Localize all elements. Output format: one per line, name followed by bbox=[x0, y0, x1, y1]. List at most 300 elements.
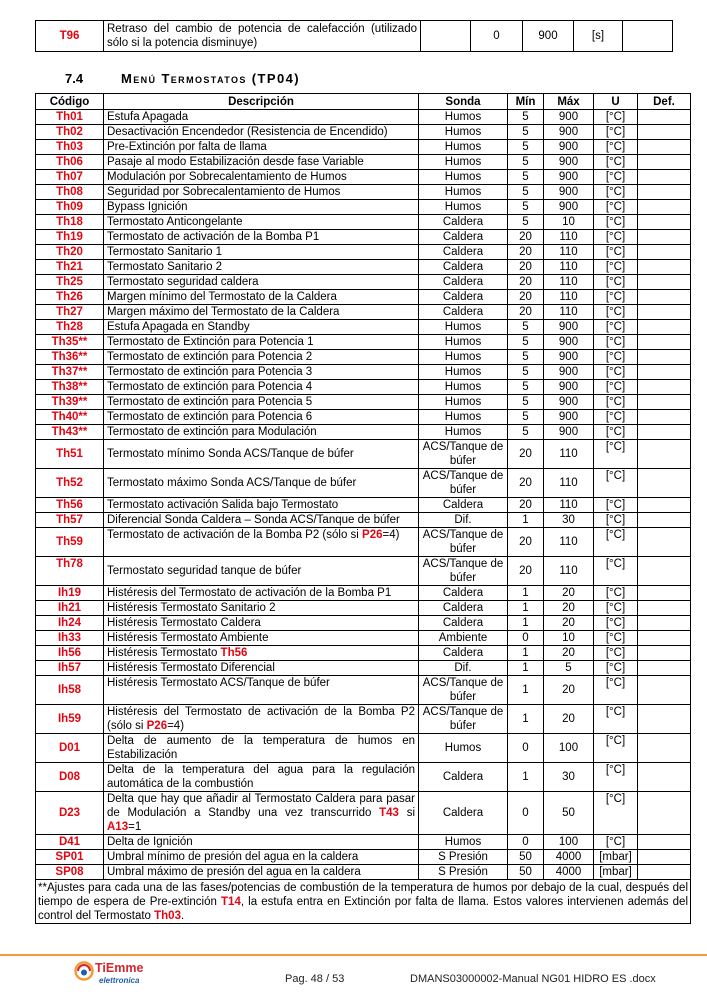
row-sonda: Caldera bbox=[419, 616, 508, 631]
row-default bbox=[638, 275, 691, 290]
row-min: 5 bbox=[508, 140, 544, 155]
row-code: Th03 bbox=[36, 140, 104, 155]
row-description: Termostato de Extinción para Potencia 1 bbox=[104, 335, 419, 350]
row-min: 20 bbox=[508, 528, 544, 557]
row-unit: [°C] bbox=[594, 395, 638, 410]
row-sonda: ACS/Tanque de búfer bbox=[419, 705, 508, 734]
row-default bbox=[638, 440, 691, 469]
row-max: 100 bbox=[544, 734, 594, 763]
row-default bbox=[638, 676, 691, 705]
column-header-default: Def. bbox=[638, 94, 691, 110]
table-row bbox=[36, 125, 691, 140]
row-min: 5 bbox=[508, 350, 544, 365]
thermostat-table bbox=[35, 93, 691, 924]
row-description: Termostato seguridad caldera bbox=[104, 275, 419, 290]
row-default bbox=[638, 616, 691, 631]
row-unit: [s] bbox=[574, 21, 623, 52]
row-sonda: Caldera bbox=[419, 290, 508, 305]
row-max: 900 bbox=[544, 410, 594, 425]
table-row bbox=[36, 425, 691, 440]
row-min: 1 bbox=[508, 601, 544, 616]
row-description: Margen máximo del Termostato de la Caldera bbox=[104, 305, 419, 320]
row-max: 20 bbox=[544, 646, 594, 661]
row-sonda: ACS/Tanque de búfer bbox=[419, 557, 508, 586]
row-max: 110 bbox=[544, 469, 594, 498]
row-max: 900 bbox=[544, 425, 594, 440]
row-sonda: Humos bbox=[419, 200, 508, 215]
row-min: 5 bbox=[508, 185, 544, 200]
row-code: Th56 bbox=[36, 498, 104, 513]
row-max: 20 bbox=[544, 705, 594, 734]
row-code: Ih33 bbox=[36, 631, 104, 646]
row-max: 900 bbox=[544, 380, 594, 395]
row-default bbox=[638, 110, 691, 125]
row-max: 900 bbox=[544, 110, 594, 125]
row-code: Th36** bbox=[36, 350, 104, 365]
row-unit: [°C] bbox=[594, 245, 638, 260]
row-description: Retraso del cambio de potencia de calefacción (utilizado sólo si la potencia disminuye) bbox=[104, 21, 421, 52]
row-sonda: Humos bbox=[419, 350, 508, 365]
row-unit: [°C] bbox=[594, 110, 638, 125]
row-default bbox=[638, 200, 691, 215]
row-description: Histéresis Termostato Diferencial bbox=[104, 661, 419, 676]
row-code: Th08 bbox=[36, 185, 104, 200]
row-code: Th18 bbox=[36, 215, 104, 230]
column-header-max: Máx bbox=[544, 94, 594, 110]
table-row bbox=[36, 705, 691, 734]
row-sonda: Humos bbox=[419, 365, 508, 380]
row-description: Pre-Extinción por falta de llama bbox=[104, 140, 419, 155]
text-segment: si bbox=[398, 807, 416, 819]
row-description: Umbral máximo de presión del agua en la caldera bbox=[104, 865, 419, 880]
row-code: Ih24 bbox=[36, 616, 104, 631]
text-segment: Histéresis del Termostato de activación de la Bomba P2 (sólo si bbox=[107, 706, 415, 732]
row-max: 110 bbox=[544, 260, 594, 275]
row-unit: [°C] bbox=[594, 601, 638, 616]
table-row bbox=[36, 185, 691, 200]
table-row bbox=[36, 320, 691, 335]
row-unit: [°C] bbox=[594, 586, 638, 601]
row-max: 900 bbox=[544, 200, 594, 215]
row-default bbox=[638, 230, 691, 245]
table-row bbox=[36, 763, 691, 792]
row-default bbox=[638, 469, 691, 498]
row-description: Termostato de activación de la Bomba P1 bbox=[104, 230, 419, 245]
table-row bbox=[36, 21, 673, 52]
row-default bbox=[638, 140, 691, 155]
table-row bbox=[36, 734, 691, 763]
row-default bbox=[638, 335, 691, 350]
table-row bbox=[36, 646, 691, 661]
footnote bbox=[36, 880, 691, 924]
row-description: Histéresis Termostato Ambiente bbox=[104, 631, 419, 646]
table-row bbox=[36, 140, 691, 155]
row-default bbox=[638, 290, 691, 305]
row-min: 1 bbox=[508, 676, 544, 705]
row-code: D23 bbox=[36, 792, 104, 835]
row-max: 10 bbox=[544, 215, 594, 230]
row-unit: [°C] bbox=[594, 125, 638, 140]
row-unit: [°C] bbox=[594, 498, 638, 513]
row-min: 1 bbox=[508, 763, 544, 792]
row-max: 900 bbox=[523, 21, 574, 52]
row-code: Th26 bbox=[36, 290, 104, 305]
row-min: 20 bbox=[508, 498, 544, 513]
row-description: Bypass Ignición bbox=[104, 200, 419, 215]
row-max: 110 bbox=[544, 275, 594, 290]
row-max: 30 bbox=[544, 763, 594, 792]
table-row bbox=[36, 498, 691, 513]
row-unit: [°C] bbox=[594, 557, 638, 586]
row-unit: [°C] bbox=[594, 425, 638, 440]
row-max: 900 bbox=[544, 170, 594, 185]
row-sonda: Humos bbox=[419, 125, 508, 140]
table-row bbox=[36, 110, 691, 125]
row-max: 110 bbox=[544, 305, 594, 320]
company-logo bbox=[74, 959, 150, 989]
row-min: 50 bbox=[508, 850, 544, 865]
row-max: 10 bbox=[544, 631, 594, 646]
section-heading bbox=[0, 70, 707, 88]
row-min: 5 bbox=[508, 410, 544, 425]
row-sonda: Humos bbox=[419, 185, 508, 200]
row-default bbox=[638, 763, 691, 792]
row-code: Th57 bbox=[36, 513, 104, 528]
row-code: D41 bbox=[36, 835, 104, 850]
row-description bbox=[104, 646, 419, 661]
row-default bbox=[638, 865, 691, 880]
row-default bbox=[638, 245, 691, 260]
row-default bbox=[638, 631, 691, 646]
row-code: Th38** bbox=[36, 380, 104, 395]
row-unit: [°C] bbox=[594, 230, 638, 245]
row-unit: [°C] bbox=[594, 275, 638, 290]
row-description: Termostato seguridad tanque de búfer bbox=[104, 557, 419, 586]
row-unit: [mbar] bbox=[594, 850, 638, 865]
row-max: 4000 bbox=[544, 865, 594, 880]
table-row bbox=[36, 440, 691, 469]
row-unit: [°C] bbox=[594, 676, 638, 705]
row-description: Termostato de extinción para Potencia 5 bbox=[104, 395, 419, 410]
table-row bbox=[36, 865, 691, 880]
row-sonda: Caldera bbox=[419, 792, 508, 835]
section-title: Menú Termostatos (TP04) bbox=[121, 71, 300, 86]
row-description: Modulación por Sobrecalentamiento de Humos bbox=[104, 170, 419, 185]
row-code: Th52 bbox=[36, 469, 104, 498]
row-min: 5 bbox=[508, 425, 544, 440]
row-unit: [°C] bbox=[594, 410, 638, 425]
row-description: Histéresis Termostato ACS/Tanque de búfer bbox=[104, 676, 419, 705]
row-default bbox=[638, 705, 691, 734]
row-unit: [°C] bbox=[594, 140, 638, 155]
row-min: 20 bbox=[508, 245, 544, 260]
row-description: Termostato Sanitario 1 bbox=[104, 245, 419, 260]
row-code: SP01 bbox=[36, 850, 104, 865]
row-sonda: Humos bbox=[419, 170, 508, 185]
column-header-code: Código bbox=[36, 94, 104, 110]
row-description bbox=[104, 705, 419, 734]
column-header-sonda: Sonda bbox=[419, 94, 508, 110]
row-description: Umbral mínimo de presión del agua en la caldera bbox=[104, 850, 419, 865]
row-unit: [°C] bbox=[594, 734, 638, 763]
row-sonda: Dif. bbox=[419, 661, 508, 676]
row-min: 5 bbox=[508, 335, 544, 350]
table-row bbox=[36, 395, 691, 410]
row-unit: [°C] bbox=[594, 365, 638, 380]
row-sonda: Humos bbox=[419, 155, 508, 170]
row-max: 20 bbox=[544, 616, 594, 631]
row-code: Th43** bbox=[36, 425, 104, 440]
row-max: 110 bbox=[544, 245, 594, 260]
parameter-reference: P26 bbox=[146, 720, 168, 732]
row-description: Termostato activación Salida bajo Termostato bbox=[104, 498, 419, 513]
row-code: Th35** bbox=[36, 335, 104, 350]
row-max: 110 bbox=[544, 440, 594, 469]
row-min: 5 bbox=[508, 110, 544, 125]
row-min: 0 bbox=[508, 835, 544, 850]
row-description: Estufa Apagada en Standby bbox=[104, 320, 419, 335]
row-code: D01 bbox=[36, 734, 104, 763]
row-default bbox=[638, 155, 691, 170]
row-description: Histéresis del Termostato de activación de la Bomba P1 bbox=[104, 586, 419, 601]
row-default bbox=[638, 425, 691, 440]
row-default bbox=[638, 350, 691, 365]
table-row bbox=[36, 290, 691, 305]
row-max: 5 bbox=[544, 661, 594, 676]
row-code: Th28 bbox=[36, 320, 104, 335]
table-row bbox=[36, 850, 691, 865]
text-segment: Delta que hay que añadir al Termostato Caldera para pasar de Modulación a Standby una vez transcurrido bbox=[107, 793, 415, 819]
row-min: 0 bbox=[508, 631, 544, 646]
row-default bbox=[623, 21, 673, 52]
column-header-unit: U bbox=[594, 94, 638, 110]
row-max: 110 bbox=[544, 528, 594, 557]
row-code: Th39** bbox=[36, 395, 104, 410]
row-min: 0 bbox=[508, 734, 544, 763]
row-unit: [°C] bbox=[594, 661, 638, 676]
table-row bbox=[36, 616, 691, 631]
table-row bbox=[36, 155, 691, 170]
row-code: Ih56 bbox=[36, 646, 104, 661]
row-unit: [°C] bbox=[594, 440, 638, 469]
row-unit: [°C] bbox=[594, 185, 638, 200]
row-sonda: Humos bbox=[419, 110, 508, 125]
row-sonda: Humos bbox=[419, 410, 508, 425]
row-unit: [°C] bbox=[594, 513, 638, 528]
row-unit: [°C] bbox=[594, 215, 638, 230]
row-code: Th01 bbox=[36, 110, 104, 125]
table-row bbox=[36, 557, 691, 586]
row-unit: [°C] bbox=[594, 200, 638, 215]
row-code: Th40** bbox=[36, 410, 104, 425]
row-description: Pasaje al modo Estabilización desde fase Variable bbox=[104, 155, 419, 170]
row-max: 900 bbox=[544, 125, 594, 140]
row-default bbox=[638, 365, 691, 380]
row-description: Termostato de extinción para Potencia 4 bbox=[104, 380, 419, 395]
row-max: 20 bbox=[544, 676, 594, 705]
row-description: Estufa Apagada bbox=[104, 110, 419, 125]
column-header-min: Mín bbox=[508, 94, 544, 110]
row-unit: [°C] bbox=[594, 170, 638, 185]
text-segment: =1 bbox=[128, 821, 142, 833]
row-unit: [°C] bbox=[594, 469, 638, 498]
row-min: 5 bbox=[508, 365, 544, 380]
text-segment: , la estufa entra en Extinción por falta de llama. Estos valores intervienen además del control del Termostato bbox=[38, 896, 688, 922]
row-description: Termostato de extinción para Potencia 3 bbox=[104, 365, 419, 380]
row-min: 5 bbox=[508, 155, 544, 170]
table-row bbox=[36, 792, 691, 835]
row-min: 20 bbox=[508, 305, 544, 320]
row-min: 5 bbox=[508, 380, 544, 395]
row-code: Th51 bbox=[36, 440, 104, 469]
row-unit: [°C] bbox=[594, 305, 638, 320]
row-unit: [°C] bbox=[594, 763, 638, 792]
row-code: Ih59 bbox=[36, 705, 104, 734]
row-sonda: Caldera bbox=[419, 763, 508, 792]
row-unit: [°C] bbox=[594, 705, 638, 734]
row-max: 900 bbox=[544, 365, 594, 380]
row-unit: [°C] bbox=[594, 528, 638, 557]
row-min: 5 bbox=[508, 170, 544, 185]
row-sonda: ACS/Tanque de búfer bbox=[419, 528, 508, 557]
row-default bbox=[638, 170, 691, 185]
row-code: Th06 bbox=[36, 155, 104, 170]
row-min: 5 bbox=[508, 200, 544, 215]
row-code: Th09 bbox=[36, 200, 104, 215]
previous-parameter-table bbox=[35, 20, 673, 52]
row-code: Th07 bbox=[36, 170, 104, 185]
row-description: Margen mínimo del Termostato de la Caldera bbox=[104, 290, 419, 305]
column-header-description: Descripción bbox=[104, 94, 419, 110]
footer-rule bbox=[0, 954, 707, 956]
row-sonda: Humos bbox=[419, 425, 508, 440]
row-code: Th27 bbox=[36, 305, 104, 320]
row-sonda: Caldera bbox=[419, 245, 508, 260]
row-unit: [°C] bbox=[594, 792, 638, 835]
table-row bbox=[36, 586, 691, 601]
row-unit: [°C] bbox=[594, 350, 638, 365]
table-row bbox=[36, 528, 691, 557]
row-code: Th19 bbox=[36, 230, 104, 245]
row-sonda: S Presión bbox=[419, 865, 508, 880]
parameter-reference: P26 bbox=[362, 529, 383, 541]
table-row bbox=[36, 513, 691, 528]
row-code: Ih58 bbox=[36, 676, 104, 705]
row-max: 110 bbox=[544, 557, 594, 586]
table-header-row bbox=[36, 94, 691, 110]
row-default bbox=[638, 513, 691, 528]
row-code: Th59 bbox=[36, 528, 104, 557]
table-row bbox=[36, 245, 691, 260]
row-description: Histéresis Termostato Caldera bbox=[104, 616, 419, 631]
row-min: 1 bbox=[508, 646, 544, 661]
row-sonda: Humos bbox=[419, 335, 508, 350]
row-code: Th02 bbox=[36, 125, 104, 140]
row-unit: [°C] bbox=[594, 290, 638, 305]
row-min: 0 bbox=[471, 21, 523, 52]
row-min: 20 bbox=[508, 230, 544, 245]
row-description: Delta de aumento de la temperatura de humos en Estabilización bbox=[104, 734, 419, 763]
thermostat-table-body bbox=[36, 110, 691, 924]
row-unit: [°C] bbox=[594, 260, 638, 275]
row-code: T96 bbox=[36, 21, 104, 52]
row-unit: [°C] bbox=[594, 631, 638, 646]
row-description: Termostato de extinción para Modulación bbox=[104, 425, 419, 440]
row-max: 900 bbox=[544, 185, 594, 200]
row-code: Ih19 bbox=[36, 586, 104, 601]
logo-brand: TiEmme bbox=[95, 961, 144, 975]
row-max: 900 bbox=[544, 395, 594, 410]
row-default bbox=[638, 380, 691, 395]
table-row bbox=[36, 676, 691, 705]
logo-subtitle: elettronica bbox=[99, 976, 140, 985]
table-row bbox=[36, 260, 691, 275]
table-row bbox=[36, 215, 691, 230]
row-default bbox=[638, 850, 691, 865]
parameter-reference: A13 bbox=[107, 821, 129, 833]
document-file-name: DMANS03000002-Manual NG01 HIDRO ES .docx bbox=[410, 973, 656, 985]
row-min: 20 bbox=[508, 469, 544, 498]
row-description: Termostato Sanitario 2 bbox=[104, 260, 419, 275]
row-description: Delta de Ignición bbox=[104, 835, 419, 850]
parameter-reference: Th56 bbox=[220, 647, 248, 659]
row-min: 20 bbox=[508, 557, 544, 586]
text-segment: **Ajustes para cada una de las fases/potencias de combustión de la temperatura de humos por debajo de la cual, después del tiempo de espera de Pre-extinción bbox=[38, 882, 688, 908]
table-row bbox=[36, 835, 691, 850]
row-default bbox=[638, 646, 691, 661]
row-max: 110 bbox=[544, 290, 594, 305]
text-segment: . bbox=[180, 910, 185, 922]
row-default bbox=[638, 601, 691, 616]
row-description: Seguridad por Sobrecalentamiento de Humos bbox=[104, 185, 419, 200]
row-default bbox=[638, 835, 691, 850]
row-max: 100 bbox=[544, 835, 594, 850]
row-unit: [°C] bbox=[594, 335, 638, 350]
row-max: 30 bbox=[544, 513, 594, 528]
row-max: 900 bbox=[544, 350, 594, 365]
row-default bbox=[638, 410, 691, 425]
table-row bbox=[36, 275, 691, 290]
row-min: 1 bbox=[508, 616, 544, 631]
row-sonda: Caldera bbox=[419, 305, 508, 320]
row-description: Termostato Anticongelante bbox=[104, 215, 419, 230]
row-description: Termostato mínimo Sonda ACS/Tanque de búfer bbox=[104, 440, 419, 469]
row-min: 50 bbox=[508, 865, 544, 880]
table-row bbox=[36, 469, 691, 498]
row-sonda: Humos bbox=[419, 380, 508, 395]
row-sonda: Caldera bbox=[419, 215, 508, 230]
row-max: 4000 bbox=[544, 850, 594, 865]
table-row bbox=[36, 661, 691, 676]
table-row bbox=[36, 365, 691, 380]
row-sonda: Caldera bbox=[419, 260, 508, 275]
row-sonda: Humos bbox=[419, 320, 508, 335]
row-default bbox=[638, 185, 691, 200]
row-min: 5 bbox=[508, 320, 544, 335]
row-max: 50 bbox=[544, 792, 594, 835]
table-row bbox=[36, 230, 691, 245]
parameter-reference: Th03 bbox=[154, 910, 181, 922]
row-sonda: Humos bbox=[419, 395, 508, 410]
row-sonda bbox=[421, 21, 471, 52]
row-unit: [mbar] bbox=[594, 865, 638, 880]
row-code: Th25 bbox=[36, 275, 104, 290]
logo-mark-icon bbox=[74, 961, 94, 981]
row-sonda: Humos bbox=[419, 835, 508, 850]
parameter-reference: T14 bbox=[221, 896, 241, 908]
row-max: 20 bbox=[544, 601, 594, 616]
row-max: 110 bbox=[544, 230, 594, 245]
